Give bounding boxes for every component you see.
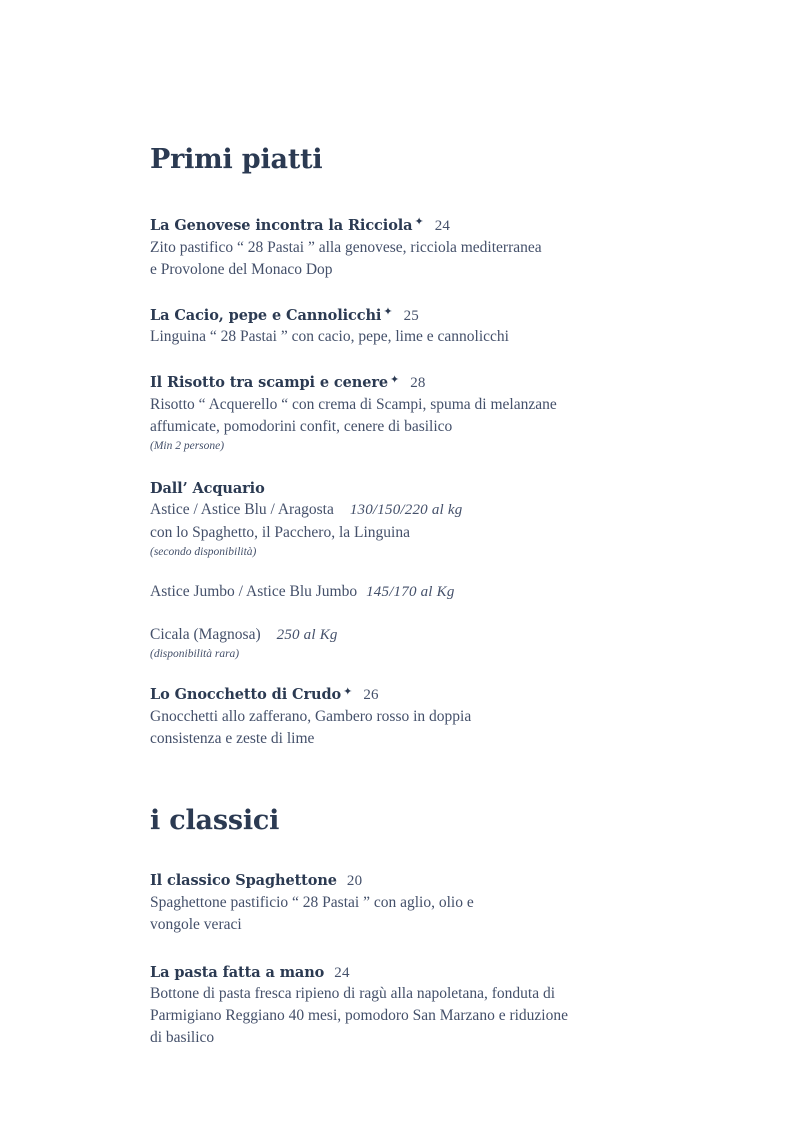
menu-item-description — [150, 237, 695, 281]
allergen-marker-icon: ✦ — [414, 216, 424, 229]
menu-page — [150, 0, 710, 1049]
menu-item-price: 26 — [363, 687, 379, 704]
menu-item-heading — [150, 684, 710, 706]
acquario-name: Dall’ Acquario — [150, 480, 265, 497]
menu-item-acquario — [150, 478, 710, 662]
description-line: Parmigiano Reggiano 40 mesi, pomodoro San Marzano e riduzione — [150, 1007, 568, 1025]
description-line: Spaghettone pastificio “ 28 Pastai ” con aglio, olio e — [150, 893, 474, 911]
acquario-line-price: 250 al Kg — [276, 626, 338, 643]
acquario-line-note: (disponibilità rara) — [150, 648, 240, 661]
description-line: Zito pastifico “ 28 Pastai ” alla genovese, ricciola mediterranea — [150, 238, 542, 256]
acquario-line-note: (secondo disponibilità) — [150, 545, 257, 558]
description-line: consistenza e zeste di lime — [150, 729, 315, 747]
section-heading-i-classici: i classici — [150, 804, 280, 836]
menu-item-description — [150, 326, 695, 348]
description-line: Linguina “ 28 Pastai ” con cacio, pepe, lime e cannolicchi — [150, 328, 509, 346]
description-line: e Provolone del Monaco Dop — [150, 260, 333, 278]
menu-item-description — [150, 394, 695, 438]
menu-item-note: (Min 2 persone) — [150, 440, 225, 453]
acquario-line — [150, 624, 710, 646]
dish-group-classici — [150, 870, 710, 1049]
menu-item — [150, 962, 710, 1050]
description-line: vongole veraci — [150, 915, 242, 933]
menu-item-description — [150, 706, 695, 750]
acquario-line-price: 145/170 al Kg — [366, 583, 455, 600]
acquario-line-text: con lo Spaghetto, il Pacchero, la Linguina — [150, 523, 410, 541]
menu-item-heading — [150, 870, 710, 892]
description-line: affumicate, pomodorini confit, cenere di basilico — [150, 418, 453, 436]
menu-item — [150, 870, 710, 936]
menu-item-name: Il Risotto tra scampi e cenere — [150, 374, 389, 392]
menu-item-description — [150, 983, 695, 1049]
description-line: Gnocchetti allo zafferano, Gambero rosso in doppia — [150, 707, 472, 725]
allergen-marker-icon: ✦ — [383, 306, 393, 319]
allergen-marker-icon: ✦ — [343, 685, 353, 698]
menu-item-price: 25 — [403, 307, 419, 324]
menu-item-price: 24 — [334, 964, 350, 981]
description-line: Risotto “ Acquerello “ con crema di Scampi, spuma di melanzane — [150, 396, 557, 414]
acquario-line-text: Astice / Astice Blu / Aragosta — [150, 501, 334, 519]
menu-item — [150, 684, 710, 750]
menu-item-price: 24 — [434, 218, 451, 234]
menu-item-heading — [150, 372, 710, 394]
acquario-line — [150, 499, 710, 521]
menu-item-heading — [150, 962, 710, 984]
menu-item-name: La Cacio, pepe e Cannolicchi — [150, 306, 382, 324]
menu-item — [150, 372, 710, 454]
menu-item — [150, 305, 710, 349]
acquario-heading — [150, 478, 710, 499]
acquario-line — [150, 581, 710, 603]
menu-item-price: 28 — [410, 375, 426, 392]
menu-item-description — [150, 892, 695, 936]
menu-item-price: 20 — [346, 872, 363, 889]
menu-item-heading — [150, 305, 710, 327]
menu-item-heading — [150, 215, 710, 237]
acquario-line-text: Astice Jumbo / Astice Blu Jumbo — [150, 582, 358, 600]
allergen-marker-icon: ✦ — [390, 373, 400, 386]
menu-item-name: Il classico Spaghettone — [150, 871, 337, 889]
acquario-line-text: Cicala (Magnosa) — [150, 625, 261, 643]
description-line: Bottone di pasta fresca ripieno di ragù alla napoletana, fonduta di — [150, 985, 556, 1003]
menu-item-name: Lo Gnocchetto di Crudo — [150, 686, 342, 704]
description-line: di basilico — [150, 1029, 215, 1047]
menu-item — [150, 215, 710, 281]
acquario-line — [150, 522, 710, 544]
dish-group-primi — [150, 215, 710, 750]
menu-item-name: La Genovese incontra la Ricciola — [150, 217, 413, 234]
menu-item-name: La pasta fatta a mano — [150, 963, 325, 981]
section-heading-primi-piatti: Primi piatti — [150, 144, 323, 175]
acquario-line-price: 130/150/220 al kg — [349, 502, 463, 519]
